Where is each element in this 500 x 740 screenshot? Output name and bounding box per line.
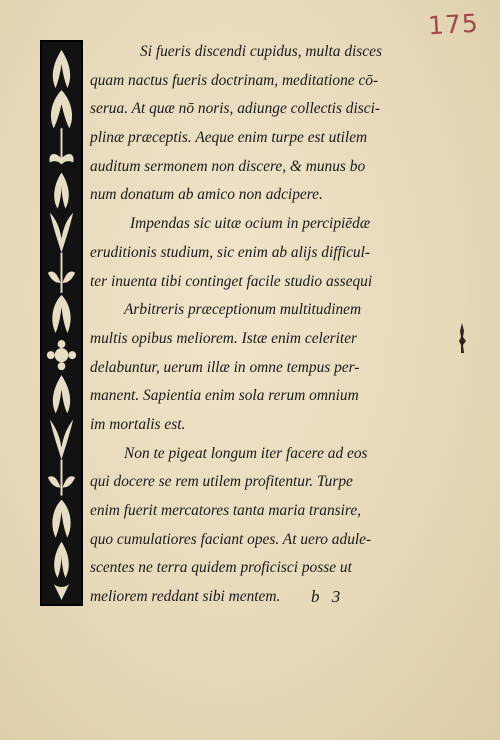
- text-line: Arbitreris præceptionum multitudinem: [124, 301, 362, 319]
- text-line: Non te pigeat longum iter facere ad eos: [124, 444, 368, 462]
- text-line: eruditionis studium, sic enim ab alijs difficul-: [90, 243, 371, 261]
- floral-ornament-icon: [42, 42, 81, 604]
- text-line: quam nactus fueris doctrinam, meditatione cō-: [90, 71, 379, 89]
- latin-text-block: [90, 38, 420, 612]
- text-line: qui docere se rem utilem profitentur. Turpe: [90, 473, 353, 491]
- text-line: serua. At quæ nō noris, adiunge collectis disci-: [90, 100, 380, 118]
- text-line: im mortalis est.: [90, 415, 186, 433]
- text-line: ter inuenta tibi continget facile studio assequi: [90, 272, 373, 290]
- text-line: manent. Sapientia enim sola rerum omnium: [90, 387, 359, 405]
- text-line: multis opibus meliorem. Istæ enim celeriter: [90, 329, 358, 347]
- text-line: plinæ præceptis. Aeque enim turpe est utilem: [90, 129, 368, 147]
- woodcut-border: [40, 40, 83, 606]
- text-line: scentes ne terra quidem proficisci posse ut: [90, 559, 352, 577]
- text-line: quo cumulatiores faciant opes. At uero adule-: [90, 530, 372, 548]
- text-line: num donatum ab amico non adcipere.: [90, 186, 323, 204]
- text-line: auditum sermonem non discere, & munus bo: [90, 157, 366, 175]
- folio-number: 175: [427, 8, 480, 41]
- text-line: Si fueris discendi cupidus, multa disces: [140, 43, 382, 60]
- ink-blot-icon: [458, 323, 467, 353]
- signature-mark: b 3: [311, 587, 345, 606]
- text-line: enim fuerit mercatores tanta maria transire,: [90, 502, 362, 519]
- text-line: Impendas sic uitæ ocium in percipiēdæ: [130, 215, 371, 233]
- text-line: delabuntur, uerum illæ in omne tempus per-: [90, 358, 360, 376]
- text-line: meliorem reddant sibi mentem.: [90, 588, 281, 606]
